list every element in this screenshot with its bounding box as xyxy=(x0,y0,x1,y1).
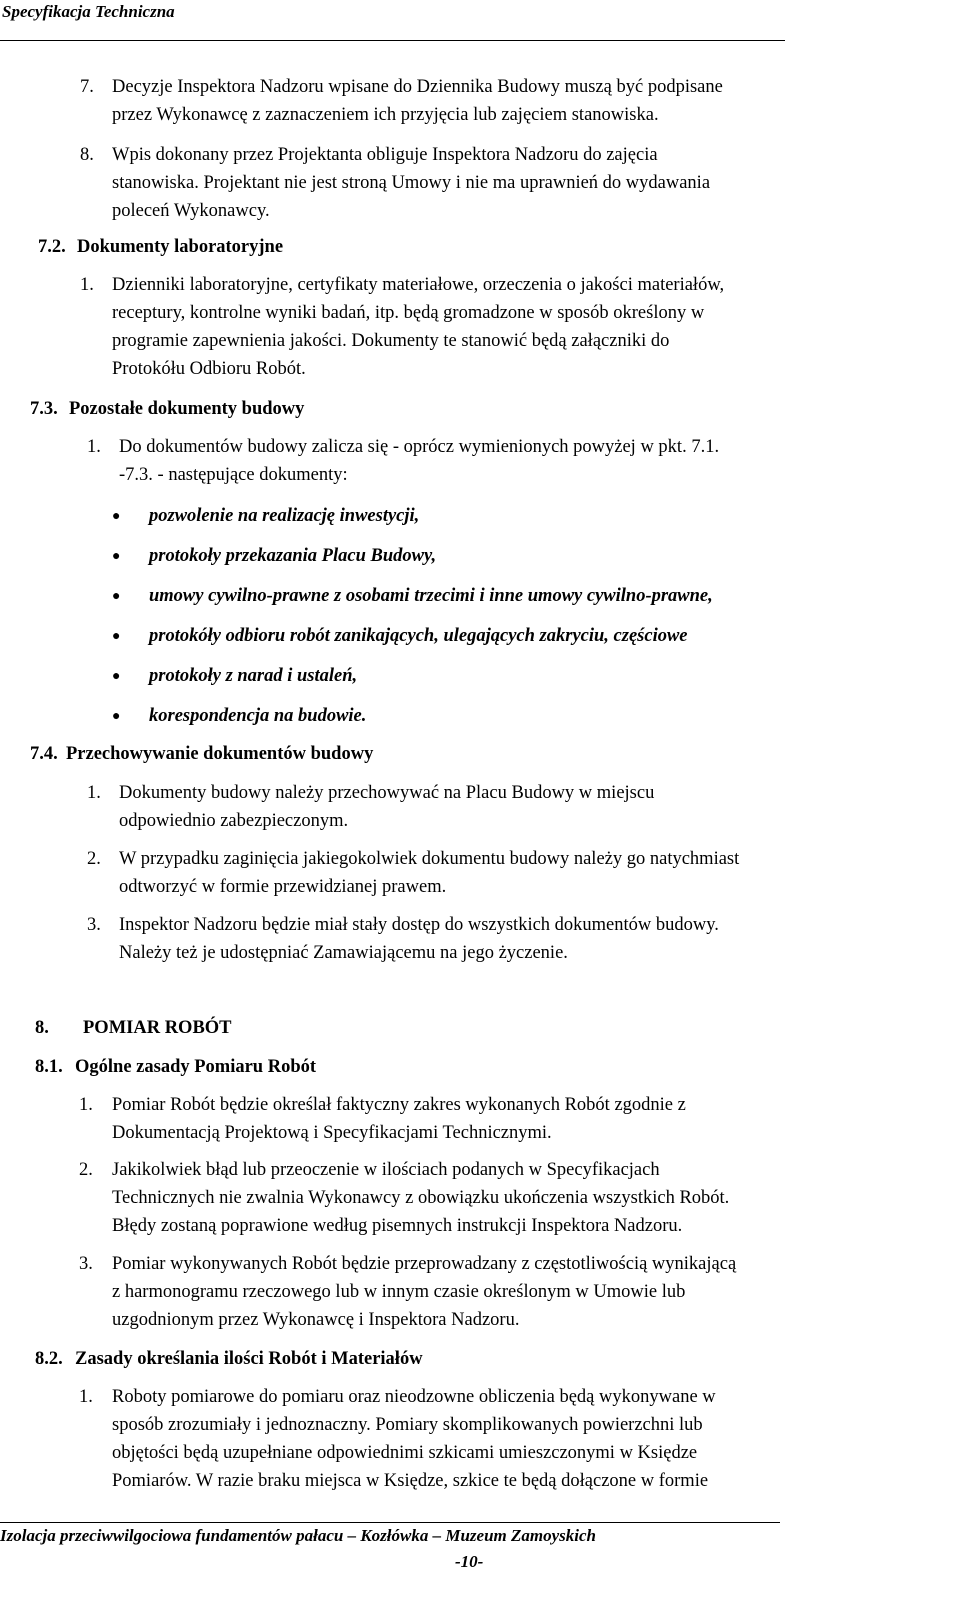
text-line: Pomiarów. W razie braku miejsca w Księdze, szkice te będą dołączone w formie xyxy=(112,1471,709,1491)
section-number: 7.3. xyxy=(30,399,58,419)
text-line: objętości będą uzupełniane odpowiednimi szkicami umieszczonymi w Księdze xyxy=(112,1443,698,1463)
list-number: 8. xyxy=(80,145,94,165)
section-title: Przechowywanie dokumentów budowy xyxy=(66,744,374,764)
list-number: 3. xyxy=(87,915,101,935)
section-number: 7.4. xyxy=(30,744,58,764)
text-line: poleceń Wykonawcy. xyxy=(112,201,270,221)
bullet-icon: ● xyxy=(112,549,121,564)
list-number: 1. xyxy=(87,437,101,457)
section-title: Dokumenty laboratoryjne xyxy=(77,237,284,257)
list-number: 1. xyxy=(79,1387,93,1407)
text-line: W przypadku zaginięcia jakiegokolwiek dokumentu budowy należy go natychmiast xyxy=(119,849,740,869)
text-line: Pomiar Robót będzie określał faktyczny zakres wykonanych Robót zgodnie z xyxy=(112,1095,686,1115)
text-line: Decyzje Inspektora Nadzoru wpisane do Dziennika Budowy muszą być podpisane xyxy=(112,77,723,97)
bullet-icon: ● xyxy=(112,509,121,524)
list-number: 1. xyxy=(79,1095,93,1115)
text-line: -7.3. - następujące dokumenty: xyxy=(119,465,348,485)
list-item: protokóły odbioru robót zanikających, ulegających zakryciu, częściowe xyxy=(149,626,688,646)
text-line: Technicznych nie zwalnia Wykonawcy z obowiązku ukończenia wszystkich Robót. xyxy=(112,1188,730,1208)
list-item: protokoły przekazania Placu Budowy, xyxy=(149,546,437,566)
text-line: Pomiar wykonywanych Robót będzie przeprowadzany z częstotliwością wynikającą xyxy=(112,1254,737,1274)
text-line: stanowiska. Projektant nie jest stroną Umowy i nie ma uprawnień do wydawania xyxy=(112,173,711,193)
list-item: pozwolenie na realizację inwestycji, xyxy=(149,506,420,526)
chapter-number: 8. xyxy=(35,1018,49,1038)
page-header-title: Specyfikacja Techniczna xyxy=(2,2,175,21)
header-rule xyxy=(0,40,785,41)
text-line: sposób zrozumiały i jednoznaczny. Pomiary skomplikowanych powierzchni lub xyxy=(112,1415,703,1435)
text-line: Roboty pomiarowe do pomiaru oraz nieodzowne obliczenia będą wykonywane w xyxy=(112,1387,716,1407)
list-item: protokoły z narad i ustaleń, xyxy=(149,666,358,686)
text-line: programie zapewnienia jakości. Dokumenty te stanowić będą załączniki do xyxy=(112,331,670,351)
text-line: z harmonogramu rzeczowego lub w innym czasie określonym w Umowie lub xyxy=(112,1282,686,1302)
text-line: uzgodnionym przez Wykonawcę i Inspektora Nadzoru. xyxy=(112,1310,520,1330)
list-item: umowy cywilno-prawne z osobami trzecimi i inne umowy cywilno-prawne, xyxy=(149,586,713,606)
chapter-title: POMIAR ROBÓT xyxy=(83,1018,232,1038)
list-number: 2. xyxy=(87,849,101,869)
list-number: 2. xyxy=(79,1160,93,1180)
list-item: korespondencja na budowie. xyxy=(149,706,367,726)
footer-rule xyxy=(0,1522,780,1523)
page-number: -10- xyxy=(455,1552,484,1571)
section-number: 7.2. xyxy=(38,237,66,257)
bullet-icon: ● xyxy=(112,629,121,644)
bullet-icon: ● xyxy=(112,709,121,724)
text-line: Należy też je udostępniać Zamawiającemu na jego życzenie. xyxy=(119,943,568,963)
text-line: przez Wykonawcę z zaznaczeniem ich przyjęcia lub zajęciem stanowiska. xyxy=(112,105,659,125)
section-number: 8.1. xyxy=(35,1057,63,1077)
bullet-icon: ● xyxy=(112,669,121,684)
text-line: Wpis dokonany przez Projektanta obliguje Inspektora Nadzoru do zajęcia xyxy=(112,145,658,165)
section-title: Zasady określania ilości Robót i Materiałów xyxy=(75,1349,423,1369)
list-number: 7. xyxy=(80,77,94,97)
text-line: Błędy zostaną poprawione według pisemnych instrukcji Inspektora Nadzoru. xyxy=(112,1216,683,1236)
section-number: 8.2. xyxy=(35,1349,63,1369)
section-title: Pozostałe dokumenty budowy xyxy=(69,399,305,419)
list-number: 3. xyxy=(79,1254,93,1274)
text-line: Inspektor Nadzoru będzie miał stały dostęp do wszystkich dokumentów budowy. xyxy=(119,915,719,935)
text-line: Protokółu Odbioru Robót. xyxy=(112,359,306,379)
bullet-icon: ● xyxy=(112,589,121,604)
list-number: 1. xyxy=(80,275,94,295)
text-line: Dokumentacją Projektową i Specyfikacjami Technicznymi. xyxy=(112,1123,552,1143)
list-number: 1. xyxy=(87,783,101,803)
text-line: odpowiednio zabezpieczonym. xyxy=(119,811,349,831)
text-line: Dzienniki laboratoryjne, certyfikaty materiałowe, orzeczenia o jakości materiałów, xyxy=(112,275,725,295)
text-line: Do dokumentów budowy zalicza się - oprócz wymienionych powyżej w pkt. 7.1. xyxy=(119,437,720,457)
text-line: Dokumenty budowy należy przechowywać na Placu Budowy w miejscu xyxy=(119,783,655,803)
section-title: Ogólne zasady Pomiaru Robót xyxy=(75,1057,317,1077)
text-line: receptury, kontrolne wyniki badań, itp. będą gromadzone w sposób określony w xyxy=(112,303,705,323)
text-line: Jakikolwiek błąd lub przeoczenie w ilościach podanych w Specyfikacjach xyxy=(112,1160,660,1180)
text-line: odtworzyć w formie przewidzianej prawem. xyxy=(119,877,447,897)
footer-title: Izolacja przeciwwilgociowa fundamentów pałacu – Kozłówka – Muzeum Zamoyskich xyxy=(0,1526,596,1545)
